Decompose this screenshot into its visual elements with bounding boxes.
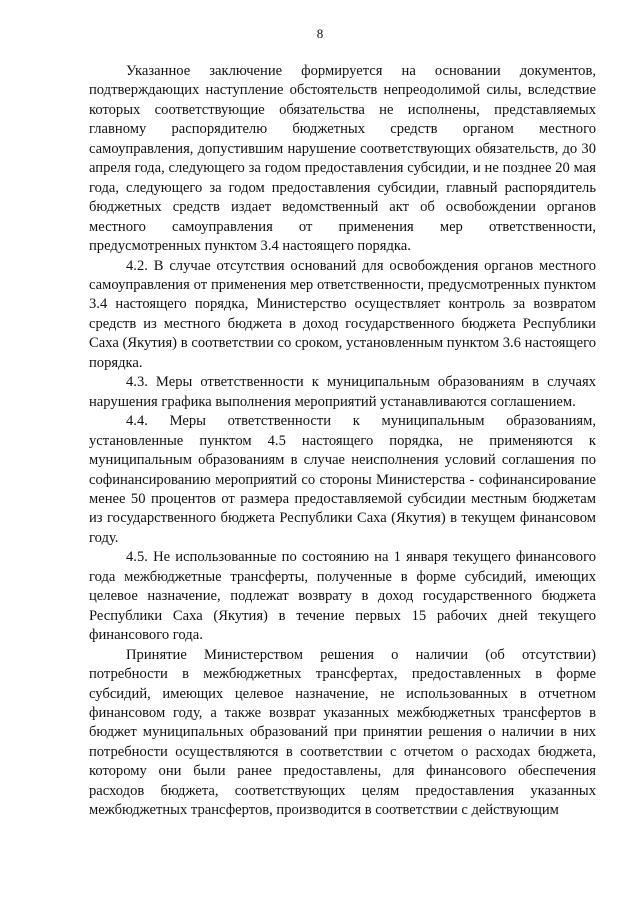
paragraph-ministry-decision: Принятие Министерством решения о наличии (об отсутствии) потребности в межбюджетных трансфертах, предоставленных в форме субсидий, имеющих целевое назначение, не использованных в отчетном финансовом году, а также возврат указанных межбюджетных трансфертов в бюджет муниципальных образований при принятии решения о наличии в них потребности осуществляются в соответствии с отчетом о расходах бюджета, которому они были ранее предоставлены, для финансового обеспечения расходов бюджета, соответствующих целям предоставления указанных межбюджетных трансфертов, производится в соответствии с действующим (89, 646, 596, 819)
paragraph-4-5: 4.5. Не использованные по состоянию на 1 января текущего финансового года межбюджетные трансферты, полученные в форме субсидий, имеющих целевое назначение, подлежат возврату в доход государственного бюджета Республики Саха (Якутия) в течение первых 15 рабочих дней текущего финансового года. (89, 549, 596, 644)
paragraph-conclusion: Указанное заключение формируется на основании документов, подтверждающих наступление обстоятельств непреодолимой силы, вследствие которых соответствующие обязательства не исполнены, представляемых главному распорядителю бюджетных средств органом местного самоуправления, допустившим нарушение соответствующих обязательств, до 30 апреля года, следующего за годом предоставления субсидии, и не позднее 20 мая года, следующего за годом предоставления субсидии, главный распорядитель бюджетных средств издает ведомственный акт об освобождении органов местного самоуправления от применения мер ответственности, предусмотренных пунктом 3.4 настоящего порядка. (89, 63, 596, 255)
document-body (89, 62, 596, 821)
paragraph-4-3: 4.3. Меры ответственности к муниципальным образованиям в случаях нарушения графика выполнения мероприятий устанавливаются соглашением. (89, 374, 596, 410)
page-number: 8 (316, 26, 324, 41)
paragraph-4-4: 4.4. Меры ответственности к муниципальным образованиям, установленные пунктом 4.5 настоящего порядка, не применяются к муниципальным образованиям в случае неисполнения условий соглашения по софинансированию мероприятий со стороны Министерства - софинансирование менее 50 процентов от размера предоставляемой субсидии местным бюджетам из государственного бюджета Республики Саха (Якутия) в текущем финансовом году. (89, 413, 596, 546)
paragraph-4-2: 4.2. В случае отсутствия оснований для освобождения органов местного самоуправления от применения мер ответственности, предусмотренных пунктом 3.4 настоящего порядка, Министерство осуществляет контроль за возвратом средств из местного бюджета в доход государственного бюджета Республики Саха (Якутия) в соответствии со сроком, установленным пунктом 3.6 настоящего порядка. (89, 257, 596, 371)
